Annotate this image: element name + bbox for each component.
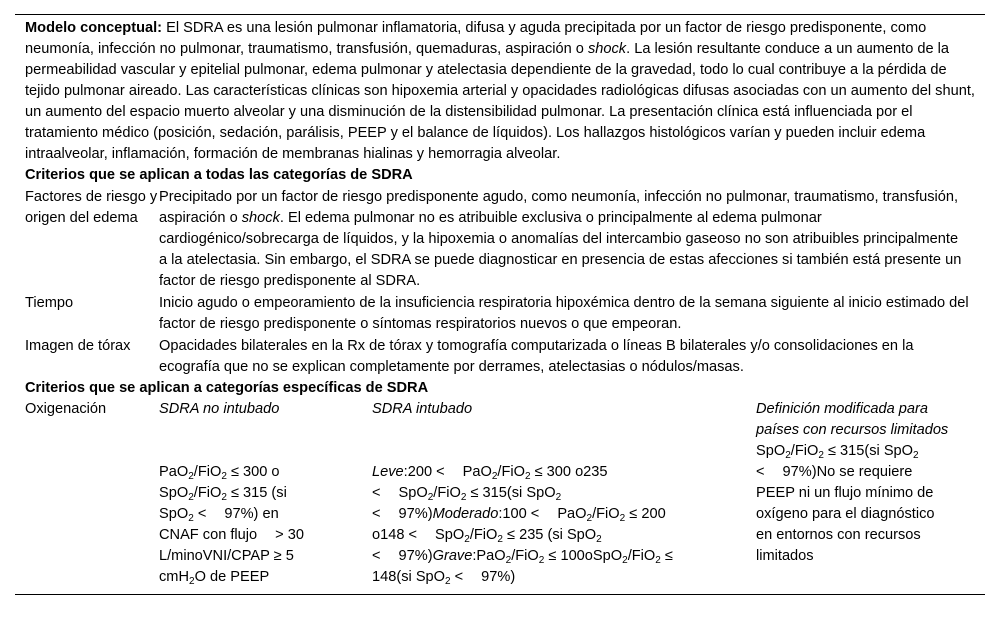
conceptual-model (25, 18, 975, 165)
risk-factors-text (159, 187, 975, 292)
imaging-row (25, 336, 975, 378)
limited-line: oxígeno para el diagnóstico (756, 506, 935, 522)
intubated-line: < 97%)Moderado:100 < PaO$_2$/FiO$_2$ ≤ 200 (372, 506, 666, 524)
specific-criteria-heading: Criterios que se aplican a categorías específicas de SDRA (25, 380, 429, 396)
oxygenation-row (25, 399, 975, 588)
non-intubated-line: CNAF con flujo > 30 (159, 527, 304, 543)
intubated-line: o148 < SpO$_2$/FiO$_2$ ≤ 235 (si SpO$_2$ (372, 527, 602, 545)
general-criteria-heading: Criterios que se aplican a todas las categorías de SDRA (25, 167, 413, 183)
shock-term: shock (241, 210, 280, 226)
criteria-table (15, 14, 985, 595)
limited-line: en entornos con recursos (756, 527, 921, 543)
non-intubated-header: SDRA no intubado (159, 401, 280, 417)
severe-label: Grave (432, 548, 473, 564)
risk-factors-text-a: Precipitado por un factor de riesgo predisponente agudo, como neumonía, infección no pulmonar, traumatismo, transfusión, aspiración o (159, 189, 959, 226)
shock-term: shock (587, 41, 627, 57)
risk-factors-text-b: . El edema pulmonar no es atribuible exclusiva o principalmente al edema pulmonar cardiogénico/sobrecarga de líquidos, y la hipoxemia o anomalías del intercambio gaseoso no son atribuibles principalmente a la atelectasia. Sin embargo, el SDRA se puede diagnosticar en presencia de estas afecciones si también está presente un factor de riesgo predisponente al SDRA. (159, 210, 962, 289)
non-intubated-line: SpO$_2$ < 97%) en (159, 506, 279, 524)
intubated-header: SDRA intubado (372, 401, 473, 417)
time-row (25, 293, 975, 335)
time-text: Inicio agudo o empeoramiento de la insuficiencia respiratoria hipoxémica dentro de la semana siguiente al inicio estimado del factor de riesgo predisponente o síntomas respiratorios nuevos o que empeoran. (159, 295, 969, 332)
conceptual-model-text: El SDRA es una lesión pulmonar inflamatoria, difusa y aguda precipitada por un factor de riesgo predisponente, como neumonía, infección no pulmonar, traumatismo, transfusión, quemaduras, aspiración o (25, 20, 927, 57)
mild-label: Leve (372, 464, 404, 480)
imaging-label: Imagen de tórax (25, 338, 131, 354)
limited-line: limitados (756, 548, 814, 564)
time-label: Tiempo (25, 295, 74, 311)
intubated-line: 148(si SpO$_2$ < 97%) (372, 569, 516, 587)
non-intubated-column (159, 399, 372, 588)
limited-line: SpO$_2$/FiO$_2$ ≤ 315(si SpO$_2$ (756, 443, 919, 461)
non-intubated-line: SpO$_2$/FiO$_2$ ≤ 315 (si (159, 485, 287, 503)
intubated-column (372, 399, 756, 588)
limited-line: PEEP ni un flujo mínimo de (756, 485, 934, 501)
non-intubated-line: cmH$_2$O de PEEP (159, 569, 270, 587)
moderate-label: Moderado (432, 506, 499, 522)
imaging-text: Opacidades bilaterales en la Rx de tórax y tomografía computarizada o líneas B bilaterales y/o consolidaciones en la ecografía que no se explican completamente por derrames, atelectasias o nódulos/masas. (159, 338, 914, 375)
intubated-line: < SpO$_2$/FiO$_2$ ≤ 315(si SpO$_2$ (372, 485, 562, 503)
conceptual-model-text-cont: . La lesión resultante conduce a un aumento de la permeabilidad vascular y epitelial pulmonar, edema pulmonar y atelectasia dependiente de la gravedad, todo lo cual contribuye a la pérdida de tejido pulmonar aireado. Las características clínicas son hipoxemia arterial y opacidades radiológicas difusas asociadas con un aumento del shunt, un aumento del espacio muerto alveolar y una disminución de la distensibilidad pulmonar. La presentación clínica está influenciada por el tratamiento médico (posición, sedación, parálisis, PEEP y el balance de líquidos). Los hallazgos histológicos varían y pueden incluir edema intraalveolar, inflamación, formación de membranas hialinas y hemorragia alveolar. (25, 41, 975, 162)
intubated-line: Leve:200 < PaO$_2$/FiO$_2$ ≤ 300 o235 (372, 464, 608, 482)
limited-line: < 97%)No se requiere (756, 464, 913, 480)
limited-resources-header: Definición modificada para países con recursos limitados (756, 401, 949, 438)
risk-factors-label: Factores de riesgo y origen del edema (25, 189, 158, 226)
risk-factors-row (25, 187, 975, 292)
non-intubated-line: PaO$_2$/FiO$_2$ ≤ 300 o (159, 464, 280, 482)
intubated-line: < 97%)Grave:PaO$_2$/FiO$_2$ ≤ 100oSpO$_2$/FiO$_2$ ≤ (372, 548, 673, 566)
non-intubated-line: L/minoVNI/CPAP ≥ 5 (159, 548, 294, 564)
oxygenation-label: Oxigenación (25, 401, 107, 417)
conceptual-model-label: Modelo conceptual: (25, 20, 163, 36)
limited-resources-column (756, 399, 975, 588)
